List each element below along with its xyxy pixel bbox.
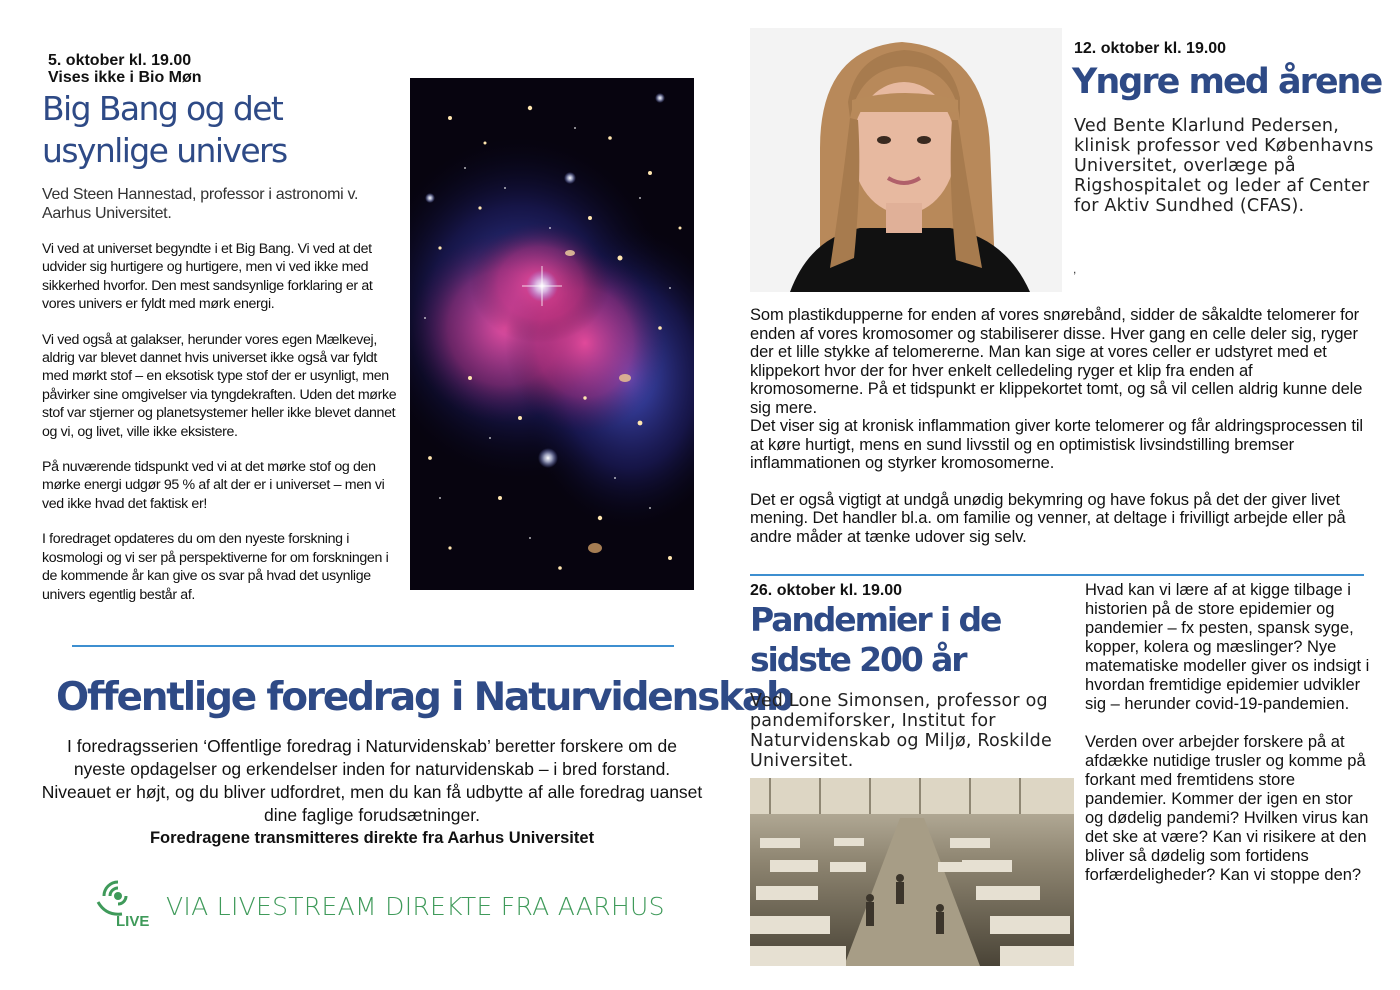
big-bang-paragraph: Vi ved at universet begyndte i et Big Bang. Vi ved at det udvider sig hurtigere og hurtigere, men vi ved ikke med sikkerhed hvorfor. Den mest sandsynlige forklaring er at vores univers er fyldt med mørk energi.: [42, 241, 373, 313]
big-bang-speaker: Ved Steen Hannestad, professor i astronomi v. Aarhus Universitet.: [42, 186, 359, 222]
big-bang-paragraph: På nuværende tidspunkt ved vi at det mørke stof og den mørke energi udgør 95 % af alt der er i universet – men vi ved ikke hvad det faktisk er!: [42, 459, 385, 512]
big-bang-note: Vises ikke i Bio Møn: [48, 69, 202, 86]
yngre-paragraph: Som plastikdupperne for enden af vores snørebånd, sidder de såkaldte telomerer for enden af vores kromosomer og stabiliserer disse. Hver gang en celle deler sig, ryger der et lille stykke af telomererne. Man kan sige at vores celler er udstyret med et klippekort hvor der for hver enkelt celledeling ryger et klip fra enden af kromosomerne. På et tidspunkt er klippekortet tomt, og så vil cellen aldrig kunne dele sig mere.: [750, 306, 1363, 417]
big-bang-body: [42, 240, 402, 621]
pandemier-paragraph: Verden over arbejder forskere på at afdække nutidige trusler og komme på forkant med fremtidens store pandemier. Kommer der igen en stor og dødelig pandemi? Hvilken virus kan det ske at være? Kan vi risikere at den bliver så dødelig som fortidens forfærdeligheder? Kan vi stoppe den?: [1085, 733, 1369, 884]
portrait-graphic: [750, 28, 1062, 292]
section-divider: [750, 574, 1364, 576]
big-bang-date: [48, 52, 202, 86]
speaker-portrait: [750, 28, 1062, 292]
galaxy-cluster-graphic: [410, 78, 694, 590]
pandemier-paragraph: Hvad kan vi lære af at kigge tilbage i historien på de store epidemier og pandemier – fx pesten, spansk syge, kopper, kolera og mæslinger? Nye matematiske modeller giver os indsigt i hvordan fremtidige epidemier udvikler sig – herunder covid-19-pandemien.: [1085, 581, 1370, 713]
galaxy-cluster-image: [410, 78, 694, 590]
yngre-date: 12. oktober kl. 19.00: [1074, 40, 1227, 57]
big-bang-date-text: 5. oktober kl. 19.00: [48, 52, 192, 69]
big-bang-title: Big Bang og det usynlige univers: [42, 89, 287, 170]
yngre-speaker: Ved Bente Klarlund Pedersen, klinisk professor ved Københavns Universitet, overlæge på Rigshospitalet og leder af Center for Aktiv Sundhed (CFAS).: [1074, 116, 1374, 216]
hospital-photo-graphic: [750, 778, 1074, 966]
stray-mark: ,: [1073, 262, 1077, 276]
yngre-paragraph: Det viser sig at kronisk inflammation giver korte telomerer og får aldringsprocessen til at køre hurtigt, mens en sund livsstil og en optimistisk livsindstilling bremser inflammationen og styrker kromosomerne.: [750, 417, 1363, 472]
livestream-icon: [96, 880, 158, 928]
yngre-paragraph: Det er også vigtigt at undgå unødig bekymring og have fokus på det der giver livet mening. Det handler bl.a. om familie og venner, at deltage i frivilligt arbejde eller på andre måder at tænke udover sig selv.: [750, 490, 1346, 546]
series-transmission-note: Foredragene transmitteres direkte fra Aarhus Universitet: [149, 829, 595, 847]
series-description: I foredragsserien ‘Offentlige foredrag i Naturvidenskab’ beretter forskere om de nyeste opdagelser og erkendelser inden for naturvidenskab – i bred forstand. Niveauet er højt, og du bliver udfordret, men du kan få udbytte af alle foredrag uanset dine faglige forudsætninger.: [41, 736, 703, 825]
big-bang-paragraph: I foredraget opdateres du om den nyeste forskning i kosmologi og vi ser på perspektiverne for om forskningen i de kommende år kan give os svar på hvad det usynlige univers egentlig består af.: [42, 531, 389, 603]
pandemier-date: 26. oktober kl. 19.00: [750, 582, 903, 599]
series-title: Offentlige foredrag i Naturvidenskab: [56, 675, 792, 720]
big-bang-paragraph: Vi ved også at galakser, herunder vores egen Mælkevej, aldrig var blevet dannet hvis universet ikke også var fyldt med mørkt stof – en eksotisk type stof der er usynligt, men påvirker sine omgivelser via tyngdekraften. Uden det mørke stof var stjerner og planetsystemer heller ikke blevet dannet og vi, og livet, ville ikke eksistere.: [42, 331, 397, 440]
section-divider: [72, 645, 674, 647]
pandemier-speaker: Ved Lone Simonsen, professor og pandemiforsker, Institut for Naturvidenskab og Miljø, Roskilde Universitet.: [750, 691, 1052, 771]
pandemier-body: [1085, 581, 1375, 885]
yngre-title: Yngre med årene: [1072, 62, 1382, 102]
historic-hospital-photo: [750, 778, 1074, 966]
livestream-label: VIA LIVESTREAM DIREKTE FRA AARHUS: [166, 892, 665, 921]
yngre-body: [750, 306, 1370, 546]
livestream-logo-graphic: [96, 880, 158, 928]
live-logo-text: LIVE: [116, 913, 150, 928]
pandemier-title: Pandemier i de sidste 200 år: [750, 600, 1001, 679]
